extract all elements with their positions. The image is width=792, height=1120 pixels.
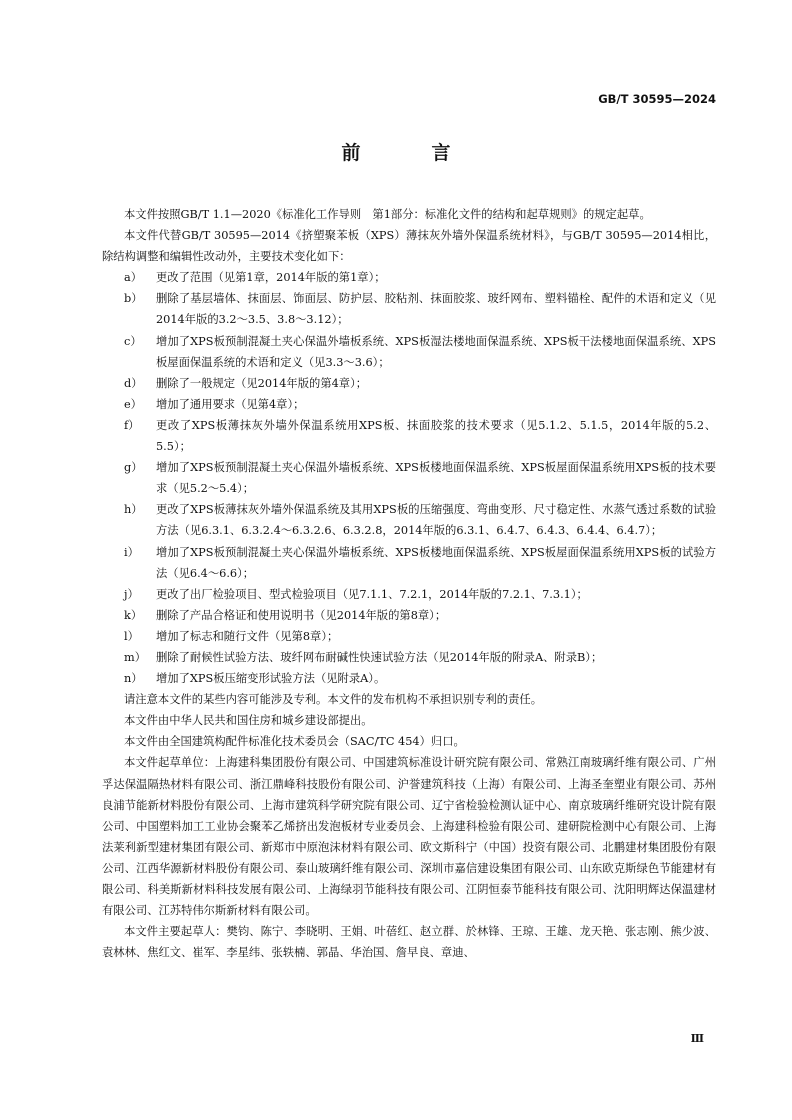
intro-paragraph: 本文件按照GB/T 1.1—2020《标准化工作导则 第1部分：标准化文件的结构和起草规则》的规定起草。: [124, 208, 651, 221]
document-code: GB/T 30595—2024: [598, 92, 716, 106]
list-marker: i）: [124, 545, 139, 559]
list-item-text: 增加了XPS板预制混凝土夹心保温外墙板系统、XPS板楼地面保温系统、XPS板屋面保温系统用XPS板的试验方法（见6.4～6.6）；: [156, 545, 716, 580]
committee-statement: 本文件由全国建筑构配件标准化技术委员会（SAC/TC 454）归口。: [124, 735, 465, 749]
list-item-text: 更改了范围（见第1章，2014年版的第1章）；: [156, 271, 386, 285]
list-item-text: 删除了产品合格证和使用说明书（见2014年版的第8章）；: [156, 608, 447, 622]
list-marker: c）: [124, 334, 142, 348]
change-list-item: [102, 542, 716, 584]
list-item-text: 更改了XPS板薄抹灰外墙外保温系统及其用XPS板的压缩强度、弯曲变形、尺寸稳定性、水蒸气透过系数的试验方法（见6.3.1、6.3.2.4～6.3.2.6、6.3.2.8，2014年版的6.3.1、6.4.7、6.4.3、6.4.4、6.4.7）；: [156, 503, 716, 538]
change-list-item: [102, 584, 716, 605]
list-item-text: 增加了标志和随行文件（见第8章）；: [156, 629, 339, 643]
list-marker: a）: [124, 271, 143, 285]
change-list-item: [102, 605, 716, 626]
list-item-text: 增加了XPS板预制混凝土夹心保温外墙板系统、XPS板楼地面保温系统、XPS板屋面保温系统用XPS板的技术要求（见5.2～5.4）；: [156, 461, 716, 496]
change-list-item: [102, 288, 716, 330]
change-list-item: [102, 415, 716, 457]
change-list-item: [102, 331, 716, 373]
list-item-text: 更改了出厂检验项目、型式检验项目（见7.1.1、7.2.1，2014年版的7.2.1、7.3.1）；: [156, 587, 588, 601]
change-list-item: [102, 668, 716, 689]
intro-paragraph: 本文件代替GB/T 30595—2014《挤塑聚苯板（XPS）薄抹灰外墙外保温系统材料》，与GB/T 30595—2014相比，除结构调整和编辑性改动外，主要技术变化如下：: [102, 229, 716, 264]
list-marker: d）: [124, 376, 143, 390]
list-marker: g）: [124, 461, 143, 475]
proposer-statement: 本文件由中华人民共和国住房和城乡建设部提出。: [124, 714, 373, 728]
change-list-item: [102, 457, 716, 499]
drafting-units: 本文件起草单位：上海建科集团股份有限公司、中国建筑标准设计研究院有限公司、常熟江南玻璃纤维有限公司、广州孚达保温隔热材料有限公司、浙江鼎峰科技股份有限公司、沪誉建筑科技（上海）有限公司、上海圣奎塑业有限公司、苏州良浦节能新材料股份有限公司、上海市建筑科学研究院有限公司、辽宁省检验检测认证中心、南京玻璃纤维研究设计院有限公司、中国塑料加工工业协会聚苯乙烯挤出发泡板材专业委员会、上海建科检验有限公司、建研院检测中心有限公司、上海法莱利新型建材集团有限公司、新郑市中原泡沫材料有限公司、欧文斯科宁（中国）投资有限公司、北鹏建材集团股份有限公司、江西华源新材料股份有限公司、泰山玻璃纤维有限公司、深圳市嘉信建设集团有限公司、山东欧克斯绿色节能建材有限公司、科美斯新材料科技发展有限公司、上海绿羽节能科技有限公司、江阴恒泰节能科技有限公司、沈阳明辉达保温建材有限公司、江苏特伟尔斯新材料有限公司。: [102, 756, 716, 918]
list-marker: n）: [124, 672, 143, 686]
list-marker: b）: [124, 292, 143, 306]
list-marker: j）: [124, 587, 139, 601]
list-item-text: 增加了XPS板预制混凝土夹心保温外墙板系统、XPS板湿法楼地面保温系统、XPS板干法楼地面保温系统、XPS板屋面保温系统的术语和定义（见3.3～3.6）；: [156, 334, 716, 369]
list-marker: m）: [124, 650, 147, 664]
change-list-item: [102, 394, 716, 415]
list-item-text: 增加了通用要求（见第4章）；: [156, 397, 305, 411]
page-title: 前 言: [341, 142, 477, 164]
list-marker: e）: [124, 397, 142, 411]
list-marker: l）: [124, 629, 139, 643]
patent-notice: 请注意本文件的某些内容可能涉及专利。本文件的发布机构不承担识别专利的责任。: [124, 693, 542, 707]
list-marker: f）: [124, 418, 140, 432]
list-item-text: 更改了XPS板薄抹灰外墙外保温系统用XPS板、抹面胶浆的技术要求（见5.1.2、5.1.5，2014年版的5.2、5.5）；: [156, 418, 716, 454]
change-list-item: [102, 267, 716, 288]
drafters: 本文件主要起草人：樊钧、陈宁、李晓明、王娟、叶蓓红、赵立群、於林锋、王琼、王雄、龙天艳、张志刚、熊少波、袁林林、焦红文、崔军、李星纬、张轶楠、郭晶、华治国、詹早良、章迪、: [102, 925, 716, 960]
foreword-body: [102, 204, 716, 963]
page-number: Ⅲ: [690, 1032, 704, 1045]
change-list-item: [102, 647, 716, 668]
list-item-text: 删除了基层墙体、抹面层、饰面层、防护层、胶粘剂、抹面胶浆、玻纤网布、塑料锚栓、配件的术语和定义（见2014年版的3.2～3.5、3.8～3.12）；: [156, 292, 716, 327]
list-item-text: 增加了XPS板压缩变形试验方法（见附录A）。: [156, 672, 386, 686]
list-marker: k）: [124, 608, 143, 622]
change-list-item: [102, 499, 716, 541]
list-marker: h）: [124, 503, 143, 517]
change-list-item: [102, 373, 716, 394]
change-list-item: [102, 626, 716, 647]
list-item-text: 删除了耐候性试验方法、玻纤网布耐碱性快速试验方法（见2014年版的附录A、附录B）；: [156, 650, 603, 664]
list-item-text: 删除了一般规定（见2014年版的第4章）；: [156, 376, 368, 390]
